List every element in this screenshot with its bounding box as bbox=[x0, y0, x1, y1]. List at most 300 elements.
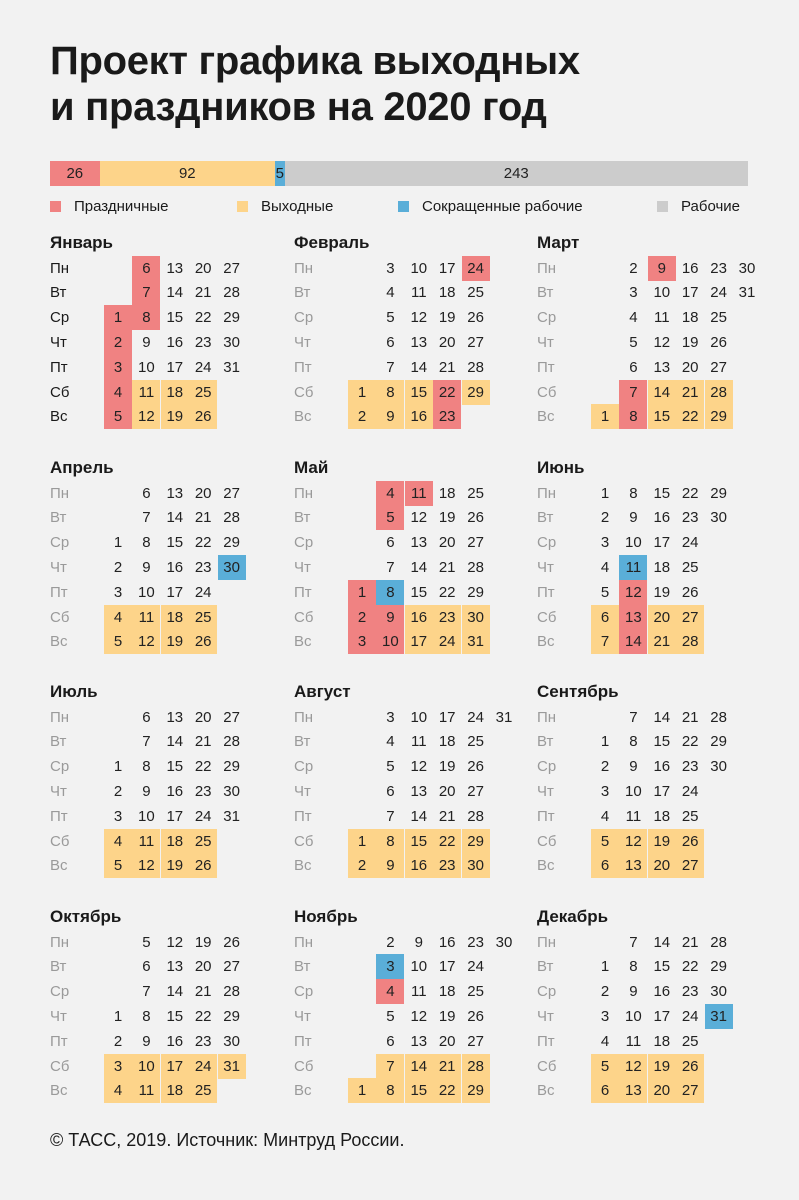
day-cell-weekend: 5 bbox=[104, 629, 132, 654]
day-cell-weekend: 5 bbox=[591, 829, 619, 854]
day-cell-weekend: 19 bbox=[648, 1054, 676, 1079]
day-cell-workday: 1 bbox=[600, 733, 610, 751]
weekday-label: Вс bbox=[50, 1082, 68, 1100]
legend-item-weekend bbox=[237, 198, 333, 218]
day-cell-workday: 31 bbox=[223, 358, 240, 376]
day-cell-workday: 17 bbox=[166, 358, 184, 376]
day-cell-shortened: 8 bbox=[376, 580, 404, 605]
weekday-label: Пт bbox=[294, 807, 312, 825]
day-cell-weekend: 12 bbox=[132, 404, 160, 429]
legend-label: Выходные bbox=[261, 198, 334, 215]
day-cell-weekend: 4 bbox=[104, 605, 132, 630]
day-cell-weekend: 11 bbox=[132, 1078, 160, 1103]
day-cell-workday: 11 bbox=[625, 1032, 642, 1050]
day-cell-weekend: 8 bbox=[376, 829, 404, 854]
day-cell-holiday: 12 bbox=[619, 580, 647, 605]
day-cell-holiday: 5 bbox=[376, 505, 404, 530]
day-cell-weekend: 4 bbox=[104, 1078, 132, 1103]
day-cell-workday: 21 bbox=[438, 358, 456, 376]
day-cell-weekend: 24 bbox=[433, 629, 461, 654]
day-cell-workday: 18 bbox=[653, 1032, 671, 1050]
month-name: Ноябрь bbox=[294, 907, 358, 926]
day-cell-workday: 17 bbox=[438, 259, 456, 277]
day-cell-weekend: 8 bbox=[376, 1078, 404, 1103]
day-cell-workday: 19 bbox=[438, 758, 456, 776]
day-cell-workday: 27 bbox=[223, 708, 240, 726]
weekday-label: Пн bbox=[50, 259, 70, 277]
day-cell-weekend: 14 bbox=[405, 1054, 433, 1079]
weekday-label: Пн bbox=[537, 259, 557, 277]
day-cell-weekend: 21 bbox=[433, 1054, 461, 1079]
day-cell-weekend: 24 bbox=[189, 1054, 217, 1079]
weekday-label: Вс bbox=[50, 857, 68, 875]
weekday-label: Пн bbox=[537, 708, 557, 726]
day-cell-weekend: 27 bbox=[676, 605, 704, 630]
day-cell-workday: 14 bbox=[166, 509, 184, 527]
day-cell-weekend: 4 bbox=[104, 829, 132, 854]
day-cell-workday: 15 bbox=[653, 733, 671, 751]
day-cell-weekend: 31 bbox=[218, 1054, 246, 1079]
day-cell-weekend: 29 bbox=[462, 1078, 490, 1103]
day-cell-weekend: 28 bbox=[676, 629, 704, 654]
day-cell-workday: 29 bbox=[710, 733, 727, 751]
day-cell-workday: 1 bbox=[600, 484, 610, 502]
weekday-label: Вс bbox=[537, 857, 555, 875]
day-cell-holiday: 9 bbox=[648, 256, 676, 281]
day-cell-workday: 18 bbox=[438, 983, 456, 1001]
day-cell-holiday: 5 bbox=[104, 404, 132, 429]
day-cell-workday: 4 bbox=[386, 733, 395, 751]
day-cell-workday: 27 bbox=[223, 484, 240, 502]
day-cell-workday: 10 bbox=[138, 358, 155, 376]
day-cell-workday: 3 bbox=[629, 284, 638, 302]
day-cell-workday: 6 bbox=[386, 534, 395, 552]
day-cell-workday: 18 bbox=[681, 309, 699, 327]
day-cell-holiday: 23 bbox=[433, 404, 461, 429]
weekday-label: Вс bbox=[294, 633, 312, 651]
day-cell-workday: 28 bbox=[467, 807, 484, 825]
day-cell-workday: 2 bbox=[600, 758, 610, 776]
weekday-label: Пт bbox=[50, 1032, 68, 1050]
day-cell-workday: 1 bbox=[600, 958, 610, 976]
day-cell-weekend: 12 bbox=[619, 1054, 647, 1079]
day-cell-workday: 9 bbox=[629, 983, 638, 1001]
summary-bar bbox=[50, 161, 748, 186]
day-cell-workday: 14 bbox=[653, 933, 671, 951]
day-cell-workday: 25 bbox=[681, 558, 699, 576]
bar-segment-working: 243 bbox=[285, 161, 748, 186]
day-cell-weekend: 6 bbox=[591, 853, 619, 878]
weekday-label: Пт bbox=[50, 583, 68, 601]
day-cell-holiday: 14 bbox=[619, 629, 647, 654]
day-cell-workday: 18 bbox=[653, 558, 671, 576]
day-cell-workday: 15 bbox=[653, 958, 671, 976]
month-1 bbox=[50, 233, 290, 443]
day-cell-workday: 25 bbox=[681, 1032, 699, 1050]
day-cell-weekend: 26 bbox=[676, 829, 704, 854]
day-cell-workday: 15 bbox=[410, 583, 428, 601]
day-cell-workday: 24 bbox=[194, 807, 212, 825]
day-cell-workday: 18 bbox=[653, 807, 671, 825]
day-cell-workday: 6 bbox=[386, 333, 395, 351]
month-2 bbox=[294, 233, 534, 443]
day-cell-workday: 10 bbox=[410, 958, 428, 976]
day-cell-workday: 20 bbox=[194, 259, 212, 277]
day-cell-weekend: 22 bbox=[433, 1078, 461, 1103]
weekday-label: Ср bbox=[50, 534, 70, 552]
day-cell-workday: 26 bbox=[710, 333, 727, 351]
weekday-label: Чт bbox=[537, 1007, 554, 1025]
day-cell-workday: 8 bbox=[142, 534, 151, 552]
day-cell-workday: 23 bbox=[681, 758, 699, 776]
day-cell-workday: 16 bbox=[166, 333, 184, 351]
day-cell-holiday: 8 bbox=[132, 305, 160, 330]
day-cell-workday: 28 bbox=[467, 358, 484, 376]
day-cell-weekend: 22 bbox=[433, 829, 461, 854]
weekday-label: Вт bbox=[537, 284, 554, 302]
day-cell-weekend: 8 bbox=[376, 380, 404, 405]
weekday-label: Вс bbox=[50, 408, 68, 426]
weekday-label: Ср bbox=[294, 309, 314, 327]
day-cell-workday: 13 bbox=[410, 782, 428, 800]
day-cell-workday: 12 bbox=[410, 309, 428, 327]
day-cell-weekend: 25 bbox=[189, 1078, 217, 1103]
day-cell-workday: 27 bbox=[467, 782, 484, 800]
day-cell-workday: 25 bbox=[467, 983, 484, 1001]
day-cell-workday: 21 bbox=[194, 733, 212, 751]
day-cell-workday: 28 bbox=[710, 933, 727, 951]
legend-swatch-short bbox=[398, 201, 409, 212]
day-cell-workday: 19 bbox=[653, 583, 671, 601]
day-cell-workday: 26 bbox=[467, 758, 484, 776]
weekday-label: Пт bbox=[537, 807, 555, 825]
day-cell-weekend: 30 bbox=[462, 605, 490, 630]
weekday-label: Сб bbox=[537, 832, 557, 850]
weekday-label: Ср bbox=[294, 758, 314, 776]
day-cell-weekend: 19 bbox=[161, 629, 189, 654]
weekday-label: Ср bbox=[50, 758, 70, 776]
bar-segment-holiday: 26 bbox=[50, 161, 100, 186]
day-cell-workday: 27 bbox=[710, 358, 727, 376]
day-cell-workday: 6 bbox=[386, 1032, 395, 1050]
legend bbox=[0, 198, 799, 218]
day-cell-workday: 14 bbox=[653, 708, 671, 726]
weekday-label: Пн bbox=[294, 484, 314, 502]
day-cell-workday: 23 bbox=[194, 782, 212, 800]
day-cell-workday: 9 bbox=[629, 509, 638, 527]
day-cell-workday: 24 bbox=[194, 583, 212, 601]
day-cell-workday: 24 bbox=[681, 1007, 699, 1025]
day-cell-workday: 13 bbox=[410, 534, 428, 552]
day-cell-workday: 7 bbox=[142, 733, 151, 751]
weekday-label: Чт bbox=[294, 333, 311, 351]
day-cell-workday: 7 bbox=[629, 933, 638, 951]
weekday-label: Вт bbox=[537, 509, 554, 527]
day-cell-weekend: 9 bbox=[376, 404, 404, 429]
day-cell-workday: 7 bbox=[386, 358, 395, 376]
month-name: Октябрь bbox=[50, 907, 122, 926]
day-cell-workday: 10 bbox=[625, 782, 642, 800]
day-cell-workday: 31 bbox=[738, 284, 756, 302]
day-cell-weekend: 15 bbox=[405, 1078, 433, 1103]
month-name: Март bbox=[537, 233, 580, 252]
month-name: Сентябрь bbox=[537, 682, 619, 701]
day-cell-workday: 16 bbox=[653, 509, 671, 527]
weekday-label: Вс bbox=[294, 857, 312, 875]
day-cell-workday: 16 bbox=[166, 558, 184, 576]
day-cell-workday: 3 bbox=[113, 807, 123, 825]
day-cell-weekend: 19 bbox=[161, 404, 189, 429]
day-cell-shortened: 31 bbox=[705, 1004, 733, 1029]
weekday-label: Пн bbox=[294, 933, 314, 951]
day-cell-workday: 17 bbox=[438, 708, 456, 726]
day-cell-weekend: 25 bbox=[189, 380, 217, 405]
day-cell-workday: 6 bbox=[629, 358, 638, 376]
day-cell-weekend: 15 bbox=[648, 404, 676, 429]
day-cell-weekend: 20 bbox=[648, 1078, 676, 1103]
legend-swatch-weekend bbox=[237, 201, 248, 212]
day-cell-workday: 2 bbox=[113, 782, 123, 800]
weekday-label: Сб bbox=[50, 608, 70, 626]
day-cell-weekend: 28 bbox=[705, 380, 733, 405]
day-cell-workday: 19 bbox=[438, 509, 456, 527]
weekday-label: Сб bbox=[294, 608, 314, 626]
legend-swatch-holiday bbox=[50, 201, 61, 212]
day-cell-workday: 14 bbox=[166, 284, 184, 302]
weekday-label: Пн bbox=[50, 708, 70, 726]
day-cell-workday: 9 bbox=[629, 758, 638, 776]
day-cell-weekend: 18 bbox=[161, 605, 189, 630]
day-cell-workday: 17 bbox=[653, 1007, 671, 1025]
day-cell-workday: 20 bbox=[194, 958, 212, 976]
day-cell-weekend: 18 bbox=[161, 1078, 189, 1103]
day-cell-workday: 8 bbox=[142, 1007, 151, 1025]
day-cell-workday: 5 bbox=[600, 583, 610, 601]
day-cell-holiday: 6 bbox=[132, 256, 160, 281]
day-cell-workday: 2 bbox=[386, 933, 395, 951]
day-cell-workday: 23 bbox=[681, 983, 699, 1001]
day-cell-workday: 24 bbox=[467, 708, 484, 726]
day-cell-workday: 28 bbox=[223, 509, 240, 527]
page-title bbox=[50, 38, 580, 130]
day-cell-workday: 29 bbox=[467, 583, 484, 601]
day-cell-workday: 12 bbox=[166, 933, 184, 951]
day-cell-workday: 10 bbox=[410, 259, 428, 277]
weekday-label: Вт bbox=[294, 733, 311, 751]
title-line-1: Проект графика выходных bbox=[50, 39, 580, 83]
legend-label: Сокращенные рабочие bbox=[422, 198, 583, 215]
day-cell-workday: 28 bbox=[223, 983, 240, 1001]
day-cell-holiday: 3 bbox=[104, 355, 132, 380]
day-cell-workday: 24 bbox=[710, 284, 727, 302]
day-cell-workday: 20 bbox=[194, 484, 212, 502]
day-cell-workday: 7 bbox=[629, 708, 638, 726]
day-cell-workday: 3 bbox=[386, 259, 395, 277]
day-cell-holiday: 24 bbox=[462, 256, 490, 281]
day-cell-workday: 27 bbox=[467, 1032, 484, 1050]
weekday-label: Пт bbox=[294, 1032, 312, 1050]
weekday-label: Вт bbox=[50, 284, 67, 302]
day-cell-workday: 7 bbox=[386, 558, 395, 576]
day-cell-workday: 10 bbox=[138, 807, 155, 825]
day-cell-weekend: 2 bbox=[348, 853, 376, 878]
day-cell-weekend: 1 bbox=[348, 1078, 376, 1103]
day-cell-workday: 21 bbox=[438, 558, 456, 576]
day-cell-holiday: 7 bbox=[132, 280, 160, 305]
day-cell-workday: 9 bbox=[142, 333, 151, 351]
day-cell-workday: 13 bbox=[166, 708, 184, 726]
month-12 bbox=[537, 907, 777, 1117]
weekday-label: Вс bbox=[537, 1082, 555, 1100]
day-cell-workday: 9 bbox=[142, 782, 151, 800]
day-cell-workday: 10 bbox=[625, 1007, 642, 1025]
day-cell-workday: 24 bbox=[467, 958, 484, 976]
day-cell-workday: 28 bbox=[223, 284, 240, 302]
day-cell-weekend: 1 bbox=[348, 829, 376, 854]
day-cell-weekend: 16 bbox=[405, 853, 433, 878]
day-cell-workday: 25 bbox=[467, 733, 484, 751]
day-cell-weekend: 12 bbox=[619, 829, 647, 854]
day-cell-holiday: 8 bbox=[619, 404, 647, 429]
day-cell-workday: 25 bbox=[681, 807, 699, 825]
day-cell-workday: 8 bbox=[142, 758, 151, 776]
day-cell-workday: 9 bbox=[142, 558, 151, 576]
weekday-label: Чт bbox=[50, 1007, 67, 1025]
day-cell-workday: 25 bbox=[467, 484, 484, 502]
day-cell-workday: 5 bbox=[386, 1007, 395, 1025]
legend-swatch-working bbox=[657, 201, 668, 212]
weekday-label: Пн bbox=[294, 708, 314, 726]
day-cell-workday: 20 bbox=[194, 708, 212, 726]
legend-label: Рабочие bbox=[681, 198, 740, 215]
weekday-label: Чт bbox=[294, 558, 311, 576]
day-cell-workday: 15 bbox=[166, 1007, 184, 1025]
day-cell-workday: 21 bbox=[194, 983, 212, 1001]
day-cell-workday: 10 bbox=[138, 583, 155, 601]
month-name: Февраль bbox=[294, 233, 370, 252]
weekday-label: Ср bbox=[537, 758, 557, 776]
day-cell-workday: 18 bbox=[438, 484, 456, 502]
day-cell-workday: 3 bbox=[113, 583, 123, 601]
day-cell-workday: 22 bbox=[194, 309, 212, 327]
day-cell-workday: 8 bbox=[629, 733, 638, 751]
day-cell-workday: 10 bbox=[410, 708, 428, 726]
weekday-label: Сб bbox=[537, 1057, 557, 1075]
weekday-label: Сб bbox=[537, 608, 557, 626]
day-cell-workday: 19 bbox=[681, 333, 699, 351]
weekday-label: Вт bbox=[50, 509, 67, 527]
day-cell-workday: 12 bbox=[410, 1007, 428, 1025]
day-cell-workday: 24 bbox=[194, 358, 212, 376]
day-cell-weekend: 11 bbox=[132, 829, 160, 854]
day-cell-weekend: 21 bbox=[676, 380, 704, 405]
day-cell-workday: 2 bbox=[113, 1032, 123, 1050]
day-cell-workday: 8 bbox=[629, 958, 638, 976]
day-cell-shortened: 3 bbox=[376, 954, 404, 979]
day-cell-weekend: 11 bbox=[132, 605, 160, 630]
day-cell-workday: 21 bbox=[438, 807, 456, 825]
day-cell-workday: 20 bbox=[438, 534, 456, 552]
day-cell-weekend: 5 bbox=[591, 1054, 619, 1079]
day-cell-workday: 30 bbox=[738, 259, 756, 277]
weekday-label: Ср bbox=[50, 983, 70, 1001]
weekday-label: Сб bbox=[50, 383, 70, 401]
day-cell-workday: 23 bbox=[194, 1032, 212, 1050]
day-cell-workday: 26 bbox=[223, 933, 240, 951]
day-cell-holiday: 9 bbox=[376, 605, 404, 630]
day-cell-weekend: 16 bbox=[405, 605, 433, 630]
day-cell-weekend: 21 bbox=[648, 629, 676, 654]
day-cell-workday: 30 bbox=[710, 758, 727, 776]
weekday-label: Ср bbox=[537, 534, 557, 552]
day-cell-workday: 1 bbox=[113, 534, 123, 552]
day-cell-workday: 5 bbox=[386, 309, 395, 327]
weekday-label: Вс bbox=[294, 408, 312, 426]
day-cell-weekend: 28 bbox=[462, 1054, 490, 1079]
day-cell-workday: 13 bbox=[166, 484, 184, 502]
day-cell-workday: 26 bbox=[467, 1007, 484, 1025]
day-cell-workday: 9 bbox=[414, 933, 423, 951]
day-cell-weekend: 29 bbox=[705, 404, 733, 429]
day-cell-holiday: 11 bbox=[405, 481, 433, 506]
weekday-label: Чт bbox=[537, 782, 554, 800]
day-cell-weekend: 26 bbox=[189, 853, 217, 878]
weekday-label: Чт bbox=[537, 558, 554, 576]
weekday-label: Чт bbox=[294, 1007, 311, 1025]
month-6 bbox=[537, 458, 777, 668]
day-cell-workday: 17 bbox=[438, 958, 456, 976]
day-cell-weekend: 2 bbox=[348, 404, 376, 429]
day-cell-weekend: 13 bbox=[619, 853, 647, 878]
day-cell-workday: 17 bbox=[653, 782, 671, 800]
weekday-label: Чт bbox=[537, 333, 554, 351]
day-cell-workday: 1 bbox=[113, 1007, 123, 1025]
day-cell-weekend: 31 bbox=[462, 629, 490, 654]
day-cell-workday: 21 bbox=[194, 284, 212, 302]
weekday-label: Сб bbox=[294, 383, 314, 401]
weekday-label: Вс bbox=[537, 408, 555, 426]
weekday-label: Чт bbox=[294, 782, 311, 800]
day-cell-workday: 26 bbox=[467, 309, 484, 327]
day-cell-weekend: 20 bbox=[648, 853, 676, 878]
day-cell-workday: 8 bbox=[629, 484, 638, 502]
day-cell-workday: 16 bbox=[653, 758, 671, 776]
day-cell-workday: 4 bbox=[600, 558, 610, 576]
day-cell-workday: 12 bbox=[410, 758, 428, 776]
day-cell-workday: 25 bbox=[710, 309, 727, 327]
weekday-label: Пт bbox=[537, 358, 555, 376]
day-cell-workday: 20 bbox=[681, 358, 699, 376]
day-cell-workday: 16 bbox=[681, 259, 699, 277]
day-cell-workday: 21 bbox=[681, 933, 699, 951]
weekday-label: Ср bbox=[537, 983, 557, 1001]
month-name: Июнь bbox=[537, 458, 585, 477]
day-cell-workday: 23 bbox=[194, 558, 212, 576]
weekday-label: Пн bbox=[537, 933, 557, 951]
month-3 bbox=[537, 233, 777, 443]
weekday-label: Ср bbox=[537, 309, 557, 327]
day-cell-weekend: 17 bbox=[161, 1054, 189, 1079]
title-line-2: и праздников на 2020 год bbox=[50, 85, 547, 129]
day-cell-workday: 13 bbox=[410, 333, 428, 351]
source-footer: © ТАСС, 2019. Источник: Минтруд России. bbox=[50, 1130, 405, 1150]
weekday-label: Сб bbox=[294, 1057, 314, 1075]
weekday-label: Чт bbox=[50, 333, 67, 351]
day-cell-weekend: 13 bbox=[619, 1078, 647, 1103]
day-cell-workday: 16 bbox=[166, 782, 184, 800]
day-cell-weekend: 18 bbox=[161, 380, 189, 405]
day-cell-weekend: 19 bbox=[648, 829, 676, 854]
